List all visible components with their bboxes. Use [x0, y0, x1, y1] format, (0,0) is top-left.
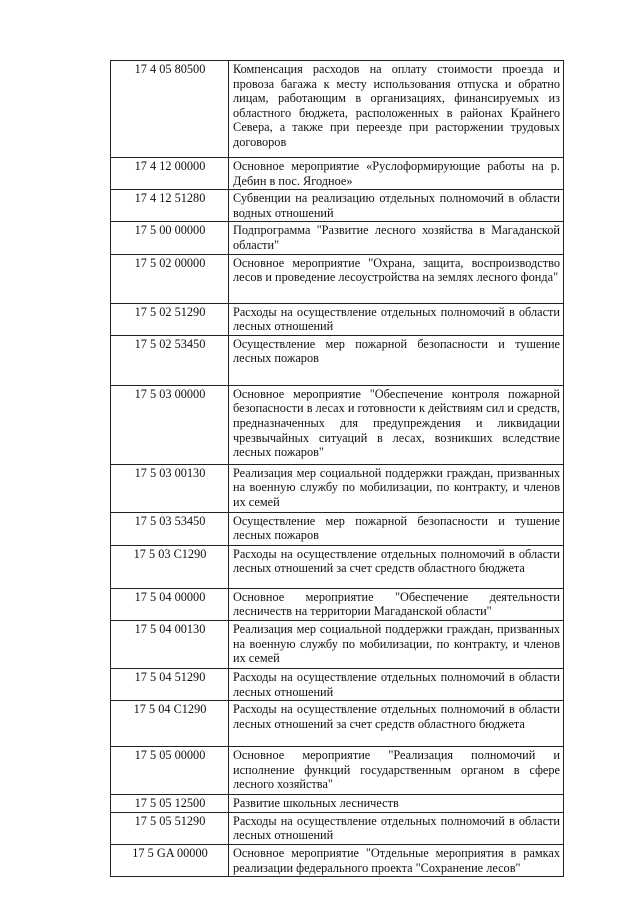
table-row: [111, 190, 564, 222]
row-name: Реализация мер социальной поддержки граждан, призванных на военную службу по мобилизации, по контракту, и членов их семей: [229, 464, 564, 512]
row-name: Осуществление мер пожарной безопасности и тушение лесных пожаров: [229, 335, 564, 385]
row-code: 17 5 04 51290: [111, 668, 229, 700]
row-code: 17 5 03 53450: [111, 512, 229, 545]
budget-classification-table: [110, 60, 564, 877]
row-code: 17 5 GA 00000: [111, 844, 229, 876]
table-row: [111, 61, 564, 158]
row-name: Подпрограмма "Развитие лесного хозяйства в Магаданской области": [229, 222, 564, 254]
row-name: Основное мероприятие «Руслоформирующие работы на р. Дебин в пос. Ягодное»: [229, 158, 564, 190]
row-name: Основное мероприятие "Обеспечение контроля пожарной безопасности в лесах и готовности к действиям сил и средств, предназначенных для предупреждения и ликвидации чрезвычайных ситуаций в лесах, возникших вследствие лесных пожаров": [229, 385, 564, 464]
table-row: [111, 812, 564, 844]
row-code: 17 5 02 53450: [111, 335, 229, 385]
row-name: Расходы на осуществление отдельных полномочий в области лесных отношений за счет средств областного бюджета: [229, 701, 564, 747]
table-row: [111, 588, 564, 620]
row-name: Основное мероприятие "Охрана, защита, воспроизводство лесов и проведение лесоустройства на землях лесного фонда": [229, 254, 564, 303]
row-name: Расходы на осуществление отдельных полномочий в области лесных отношений за счет средств областного бюджета: [229, 545, 564, 588]
row-name: Расходы на осуществление отдельных полномочий в области лесных отношений: [229, 668, 564, 700]
row-name: Расходы на осуществление отдельных полномочий в области лесных отношений: [229, 812, 564, 844]
row-name: Осуществление мер пожарной безопасности и тушение лесных пожаров: [229, 512, 564, 545]
row-code: 17 5 05 00000: [111, 747, 229, 795]
row-code: 17 5 04 00000: [111, 588, 229, 620]
row-name: Основное мероприятие "Реализация полномочий и исполнение функций государственным органом в сфере лесного хозяйства": [229, 747, 564, 795]
table-row: [111, 222, 564, 254]
row-name: Субвенции на реализацию отдельных полномочий в области водных отношений: [229, 190, 564, 222]
row-name: Реализация мер социальной поддержки граждан, призванных на военную службу по мобилизации, по контракту, и членов их семей: [229, 620, 564, 668]
table-row: [111, 385, 564, 464]
row-name: Основное мероприятие "Обеспечение деятельности лесничеств на территории Магаданской области": [229, 588, 564, 620]
table-row: [111, 303, 564, 335]
table-row: [111, 335, 564, 385]
row-code: 17 5 02 00000: [111, 254, 229, 303]
table-row: [111, 795, 564, 813]
table-row: [111, 747, 564, 795]
table-row: [111, 668, 564, 700]
table-row: [111, 512, 564, 545]
table-row: [111, 545, 564, 588]
row-code: 17 4 12 51280: [111, 190, 229, 222]
row-name: Основное мероприятие "Отдельные мероприятия в рамках реализации федерального проекта "Сохранение лесов": [229, 844, 564, 876]
table-row: [111, 620, 564, 668]
table-row: [111, 701, 564, 747]
row-name: Расходы на осуществление отдельных полномочий в области лесных отношений: [229, 303, 564, 335]
row-code: 17 4 12 00000: [111, 158, 229, 190]
row-name: Компенсация расходов на оплату стоимости проезда и провоза багажа к месту использования отпуска и обратно лицам, работающим в организациях, финансируемых из областного бюджета, расположенных в районах Крайнего Севера, а также при переезде при расторжении трудовых договоров: [229, 61, 564, 158]
table-row: [111, 844, 564, 876]
table-row: [111, 158, 564, 190]
row-code: 17 5 04 С1290: [111, 701, 229, 747]
row-code: 17 5 00 00000: [111, 222, 229, 254]
row-code: 17 5 02 51290: [111, 303, 229, 335]
row-name: Развитие школьных лесничеств: [229, 795, 564, 813]
row-code: 17 4 05 80500: [111, 61, 229, 158]
row-code: 17 5 03 С1290: [111, 545, 229, 588]
row-code: 17 5 04 00130: [111, 620, 229, 668]
table-row: [111, 254, 564, 303]
row-code: 17 5 05 12500: [111, 795, 229, 813]
row-code: 17 5 03 00000: [111, 385, 229, 464]
row-code: 17 5 03 00130: [111, 464, 229, 512]
table-row: [111, 464, 564, 512]
row-code: 17 5 05 51290: [111, 812, 229, 844]
